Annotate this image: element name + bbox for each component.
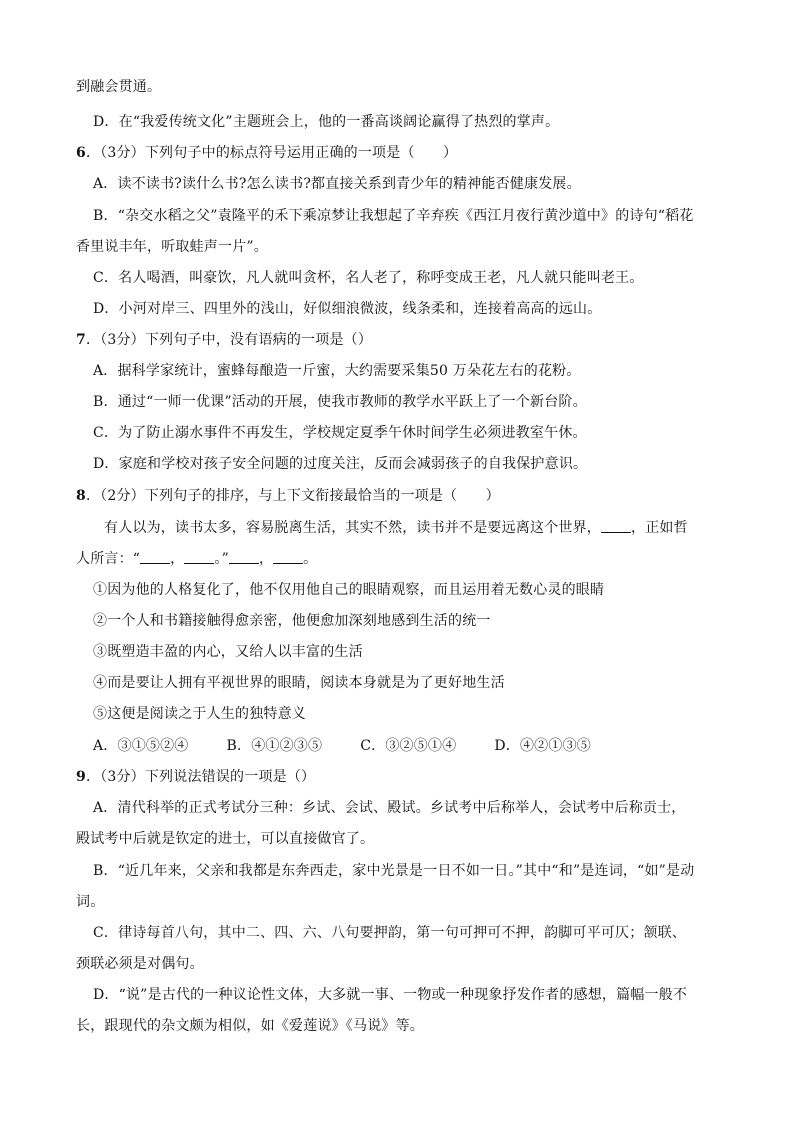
option-c: C．③②⑤①④ — [360, 738, 457, 754]
answer-blank — [184, 549, 214, 564]
option-d: D．家庭和学校对孩子安全问题的过度关注，反而会减弱孩子的自我保护意识。 — [93, 456, 588, 472]
answer-blank — [229, 549, 259, 564]
option-b-continued: 香里说丰年，听取蛙声一片”。 — [76, 239, 268, 255]
passage-text: ， — [258, 551, 274, 567]
option-b-continued: 词。 — [76, 894, 105, 910]
option-c-continued: 颈联必须是对偶句。 — [76, 956, 204, 972]
passage-text: 有人以为，读书太多，容易脱离生活，其实不然，读书并不是要远离这个世界， — [104, 520, 601, 536]
option-a: A．读不读书?读什么书?怎么读书?都直接关系到青少年的精神能否健康发展。 — [93, 176, 581, 192]
option-b: B．④①②③⑤ — [226, 738, 323, 754]
option-c: C．律诗每首八句，其中二、四、六、八句要押韵，第一句可押可不押，韵脚可平可仄；颔联、 — [93, 925, 687, 941]
option-d: D．小河对岸三、四里外的浅山，好似细浪微波，线条柔和，连接着高高的远山。 — [93, 301, 602, 317]
passage-text: ，正如哲 — [631, 520, 688, 536]
question-number: 6 — [76, 145, 86, 161]
question-number: 9 — [76, 769, 86, 785]
option-line: D．在“我爱传统文化”主题班会上，他的一番高谈阔论赢得了热烈的掌声。 — [93, 114, 560, 130]
option-b: B．通过“一师一优课”活动的开展，使我市教师的教学水平跃上了一个新台阶。 — [93, 394, 587, 410]
question-8 — [76, 486, 500, 506]
question-number: 7 — [76, 332, 86, 348]
sentence-2: ②一个人和书籍接触得愈亲密，他便愈加深刻地感到生活的统一 — [93, 613, 491, 629]
option-b: B．“近几年来，父亲和我都是东奔西走，家中光景是一日不如一日。”其中“和”是连词，“如”是动 — [93, 863, 695, 879]
option-b: B．“杂交水稻之父”袁隆平的禾下乘凉梦让我想起了辛弃疾《西江月夜行黄沙道中》的诗句“稻花 — [93, 208, 694, 224]
option-a: A．清代科举的正式考试分三种：乡试、会试、殿试。乡试考中后称举人，会试考中后称贡士， — [93, 800, 686, 816]
option-a-continued: 殿试考中后就是钦定的进士，可以直接做官了。 — [76, 831, 375, 847]
answer-blank — [601, 518, 631, 533]
answer-blank — [140, 549, 170, 564]
question-stem: ．（3分）下列句子中，没有语病的一项是（） — [85, 332, 373, 348]
sentence-5: ⑤这便是阅读之于人生的独特意义 — [93, 706, 306, 722]
option-c: C．为了防止溺水事件不再发生，学校规定夏季午休时间学生必须进教室午休。 — [93, 425, 587, 441]
option-d-continued: 长，跟现代的杂文颇为相似，如《爱莲说》《马说》等。 — [76, 1018, 424, 1034]
options-row — [93, 736, 629, 756]
sentence-3: ③既塑造丰盈的内心，又给人以丰富的生活 — [93, 644, 363, 660]
option-a: A．③①⑤②④ — [93, 738, 189, 754]
option-c: C．名人喝酒，叫豪饮，凡人就叫贪杯，名人老了，称呼变成王老，凡人就只能叫老王。 — [93, 270, 644, 286]
passage-text: 人所言：“ — [76, 551, 141, 567]
passage-text: 。” — [214, 551, 229, 567]
question-6 — [76, 143, 457, 163]
question-7 — [76, 330, 372, 350]
passage-text: ， — [170, 551, 185, 567]
answer-blank — [273, 549, 303, 564]
question-stem: ．（2分）下列句子的排序，与上下文衔接最恰当的一项是（ ） — [85, 488, 500, 504]
passage-text: 。 — [303, 551, 318, 567]
question-stem: ．（3分）下列说法错误的一项是（） — [85, 769, 316, 785]
passage-line — [104, 518, 688, 538]
question-number: 8 — [76, 488, 86, 504]
option-d: D．“说”是古代的一种议论性文体，大多就一事、一物或一种现象抒发作者的感想，篇幅一般不 — [93, 987, 688, 1003]
text-line: 到融会贯通。 — [76, 79, 162, 95]
question-9 — [76, 767, 315, 787]
sentence-4: ④而是要让人拥有平视世界的眼睛，阅读本身就是为了更好地生活 — [93, 675, 505, 691]
passage-line — [76, 549, 317, 569]
option-d: D．④②①③⑤ — [494, 738, 591, 754]
sentence-1: ①因为他的人格复化了，他不仅用他自己的眼睛观察，而且运用着无数心灵的眼睛 — [93, 582, 605, 598]
question-stem: ．（3分）下列句子中的标点符号运用正确的一项是（ ） — [85, 145, 458, 161]
option-a: A．据科学家统计，蜜蜂每酿造一斤蜜，大约需要采集50 万朵花左右的花粉。 — [93, 363, 581, 379]
